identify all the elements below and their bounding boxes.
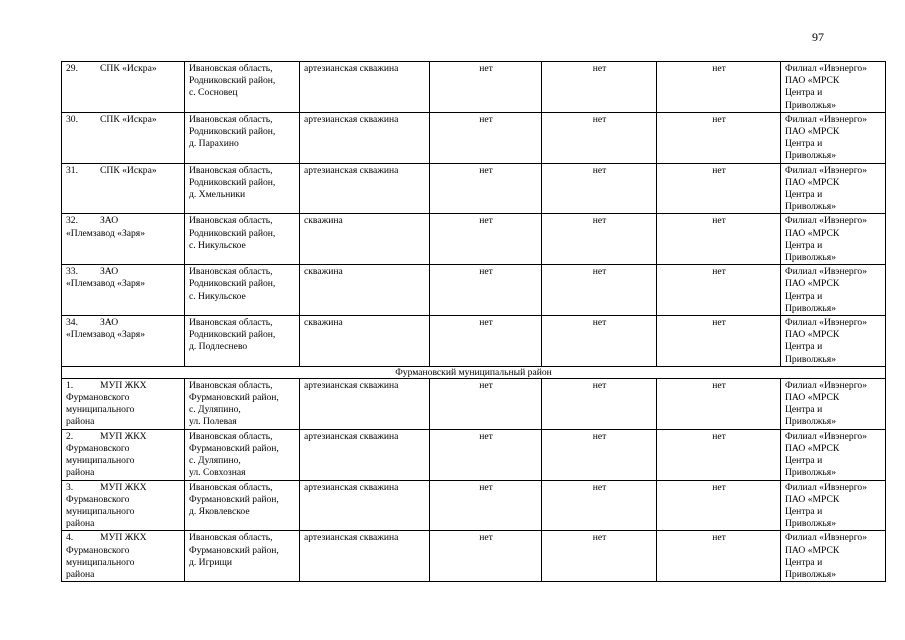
- organization-line: [66, 482, 181, 494]
- supplier-line: Приволжья»: [785, 150, 836, 162]
- address-line: ул. Совхозная: [189, 467, 246, 479]
- supplier-cell: [781, 214, 886, 265]
- organization-line: [66, 317, 181, 329]
- organization-cell: [62, 62, 185, 113]
- organization-cell: [62, 316, 185, 367]
- value-cell-2: нет: [542, 112, 657, 163]
- organization-line: района: [66, 467, 95, 479]
- organization-line: [66, 266, 181, 278]
- organization-name: СПК «Искра»: [100, 63, 157, 74]
- value-cell-2: нет: [542, 265, 657, 316]
- supplier-line: ПАО «МРСК: [785, 392, 840, 404]
- address-line: ул. Полевая: [189, 416, 237, 428]
- value-cell-2: нет: [542, 62, 657, 113]
- organization-cell: [62, 480, 185, 531]
- supplier-line: ПАО «МРСК: [785, 75, 840, 87]
- value-cell-2: нет: [542, 429, 657, 480]
- table-row: [62, 163, 886, 214]
- organization-line: [66, 114, 181, 126]
- organization-line: района: [66, 518, 95, 530]
- supplier-line: Центра и: [785, 189, 823, 201]
- organization-line: «Племзавод «Заря»: [66, 278, 146, 290]
- supplier-cell: [781, 112, 886, 163]
- address-line: д. Подлеснево: [189, 341, 248, 353]
- supplier-line: Филиал «Ивэнерго»: [785, 215, 868, 227]
- address-line: Фурмановский район,: [189, 442, 279, 454]
- address-line: Родниковский район,: [189, 227, 276, 239]
- organization-line: [66, 63, 181, 75]
- supplier-cell: [781, 316, 886, 367]
- organization-line: муниципального: [66, 455, 135, 467]
- organization-cell: [62, 112, 185, 163]
- organization-line: [66, 215, 181, 227]
- organization-line: муниципального: [66, 505, 135, 517]
- supplier-cell: [781, 480, 886, 531]
- table-row: [62, 378, 886, 429]
- address-cell: [185, 429, 300, 480]
- value-cell-2: нет: [542, 163, 657, 214]
- table-row: [62, 480, 886, 531]
- supplier-line: ПАО «МРСК: [785, 126, 840, 138]
- address-line: с. Никульское: [189, 290, 246, 302]
- address-line: Ивановская область,: [189, 481, 273, 493]
- table-row: [62, 316, 886, 367]
- supplier-line: Центра и: [785, 87, 823, 99]
- value-cell-1: нет: [430, 163, 542, 214]
- address-line: д. Парахино: [189, 138, 239, 150]
- supplier-line: Центра и: [785, 341, 823, 353]
- address-line: д. Яковлевское: [189, 505, 250, 517]
- row-number: 31.: [66, 164, 78, 176]
- value-cell-2: нет: [542, 480, 657, 531]
- value-cell-3: нет: [657, 429, 781, 480]
- row-number: 33.: [66, 266, 78, 278]
- address-line: Ивановская область,: [189, 379, 273, 391]
- row-number: 34.: [66, 317, 78, 329]
- address-line: Фурмановский район,: [189, 392, 279, 404]
- section-title: Фурмановский муниципальный район: [62, 366, 886, 378]
- supplier-cell: [781, 429, 886, 480]
- value-cell-1: нет: [430, 265, 542, 316]
- row-number: 2.: [66, 430, 74, 442]
- row-number: 1.: [66, 379, 74, 391]
- supplier-line: Филиал «Ивэнерго»: [785, 379, 868, 391]
- row-number: 3.: [66, 481, 74, 493]
- value-cell-2: нет: [542, 316, 657, 367]
- source-type-cell: артезианская скважина: [300, 163, 430, 214]
- value-cell-3: нет: [657, 316, 781, 367]
- address-cell: [185, 112, 300, 163]
- address-line: Ивановская область,: [189, 63, 273, 74]
- organization-name: ЗАО: [100, 266, 119, 278]
- value-cell-2: нет: [542, 531, 657, 582]
- supplier-line: ПАО «МРСК: [785, 227, 840, 239]
- table-row: [62, 214, 886, 265]
- address-line: Фурмановский район,: [189, 493, 279, 505]
- value-cell-3: нет: [657, 163, 781, 214]
- value-cell-1: нет: [430, 316, 542, 367]
- value-cell-1: нет: [430, 531, 542, 582]
- organization-cell: [62, 163, 185, 214]
- row-number: 4.: [66, 532, 74, 544]
- supplier-cell: [781, 531, 886, 582]
- supplier-line: Филиал «Ивэнерго»: [785, 164, 868, 176]
- address-cell: [185, 378, 300, 429]
- source-type-cell: артезианская скважина: [300, 112, 430, 163]
- address-line: Ивановская область,: [189, 532, 273, 544]
- organization-name: ЗАО: [100, 215, 119, 227]
- organization-line: [66, 165, 181, 177]
- supplier-line: Приволжья»: [785, 99, 836, 111]
- organization-line: Фурмановского: [66, 392, 130, 404]
- value-cell-1: нет: [430, 62, 542, 113]
- organization-line: «Племзавод «Заря»: [66, 227, 146, 239]
- supplier-cell: [781, 378, 886, 429]
- supplier-line: ПАО «МРСК: [785, 544, 840, 556]
- source-type-cell: артезианская скважина: [300, 429, 430, 480]
- source-type-cell: скважина: [300, 214, 430, 265]
- supplier-line: ПАО «МРСК: [785, 442, 840, 454]
- supplier-line: Центра и: [785, 138, 823, 150]
- value-cell-3: нет: [657, 112, 781, 163]
- source-type-cell: скважина: [300, 316, 430, 367]
- address-line: с. Дуляпино,: [189, 455, 241, 467]
- organization-line: [66, 380, 181, 392]
- source-type-cell: артезианская скважина: [300, 378, 430, 429]
- supplier-cell: [781, 163, 886, 214]
- organization-line: района: [66, 416, 95, 428]
- value-cell-1: нет: [430, 214, 542, 265]
- organization-cell: [62, 378, 185, 429]
- address-line: с. Никульское: [189, 239, 246, 251]
- address-line: Ивановская область,: [189, 164, 273, 176]
- supplier-line: Приволжья»: [785, 568, 836, 580]
- supplier-line: Приволжья»: [785, 518, 836, 530]
- row-number: 32.: [66, 215, 78, 227]
- organization-name: ЗАО: [100, 317, 119, 329]
- supplier-line: Центра и: [785, 505, 823, 517]
- organization-line: «Племзавод «Заря»: [66, 329, 146, 341]
- value-cell-1: нет: [430, 429, 542, 480]
- organization-cell: [62, 429, 185, 480]
- supplier-line: Центра и: [785, 556, 823, 568]
- organization-name: МУП ЖКХ: [100, 532, 147, 544]
- address-cell: [185, 163, 300, 214]
- table-row: [62, 62, 886, 113]
- address-line: Ивановская область,: [189, 317, 273, 329]
- value-cell-2: нет: [542, 214, 657, 265]
- organization-name: СПК «Искра»: [100, 113, 157, 125]
- address-line: д. Игрищи: [189, 556, 232, 568]
- supplier-line: Приволжья»: [785, 467, 836, 479]
- value-cell-3: нет: [657, 531, 781, 582]
- organization-line: муниципального: [66, 556, 135, 568]
- supplier-line: Филиал «Ивэнерго»: [785, 430, 868, 442]
- address-line: с. Сосновец: [189, 87, 238, 99]
- address-cell: [185, 531, 300, 582]
- organization-name: СПК «Искра»: [100, 164, 157, 176]
- address-line: с. Дуляпино,: [189, 404, 241, 416]
- supplier-line: Филиал «Ивэнерго»: [785, 63, 868, 74]
- address-line: Родниковский район,: [189, 126, 276, 138]
- value-cell-1: нет: [430, 378, 542, 429]
- address-line: Ивановская область,: [189, 215, 273, 227]
- table-row: [62, 112, 886, 163]
- supplier-line: Приволжья»: [785, 416, 836, 428]
- supplier-line: Центра и: [785, 239, 823, 251]
- supplier-line: Приволжья»: [785, 302, 836, 314]
- page-number: 97: [812, 30, 824, 44]
- source-type-cell: артезианская скважина: [300, 62, 430, 113]
- organization-line: района: [66, 568, 95, 580]
- supplier-line: Центра и: [785, 455, 823, 467]
- address-cell: [185, 62, 300, 113]
- table-row: [62, 531, 886, 582]
- supplier-line: Приволжья»: [785, 252, 836, 264]
- supplier-cell: [781, 265, 886, 316]
- section-row: [62, 366, 886, 378]
- organization-cell: [62, 531, 185, 582]
- address-line: д. Хмельники: [189, 189, 246, 201]
- address-line: Родниковский район,: [189, 75, 276, 87]
- value-cell-3: нет: [657, 62, 781, 113]
- value-cell-3: нет: [657, 480, 781, 531]
- row-number: 30.: [66, 113, 78, 125]
- supplier-line: Филиал «Ивэнерго»: [785, 317, 868, 329]
- organization-line: Фурмановского: [66, 442, 130, 454]
- organization-cell: [62, 214, 185, 265]
- table-row: [62, 429, 886, 480]
- supplier-line: ПАО «МРСК: [785, 493, 840, 505]
- table-row: [62, 265, 886, 316]
- source-type-cell: скважина: [300, 265, 430, 316]
- address-cell: [185, 480, 300, 531]
- value-cell-2: нет: [542, 378, 657, 429]
- address-line: Ивановская область,: [189, 266, 273, 278]
- address-line: Родниковский район,: [189, 278, 276, 290]
- value-cell-3: нет: [657, 214, 781, 265]
- supplier-line: Филиал «Ивэнерго»: [785, 266, 868, 278]
- supplier-line: Приволжья»: [785, 353, 836, 365]
- organization-name: МУП ЖКХ: [100, 379, 147, 391]
- organization-line: [66, 431, 181, 443]
- address-cell: [185, 214, 300, 265]
- organization-line: [66, 532, 181, 544]
- address-cell: [185, 316, 300, 367]
- value-cell-1: нет: [430, 480, 542, 531]
- row-number: 29.: [66, 63, 78, 74]
- supplier-line: Приволжья»: [785, 201, 836, 213]
- organization-name: МУП ЖКХ: [100, 481, 147, 493]
- supplier-line: ПАО «МРСК: [785, 329, 840, 341]
- supplier-line: Центра и: [785, 404, 823, 416]
- value-cell-3: нет: [657, 265, 781, 316]
- address-line: Ивановская область,: [189, 430, 273, 442]
- address-line: Фурмановский район,: [189, 544, 279, 556]
- source-type-cell: артезианская скважина: [300, 480, 430, 531]
- supplier-cell: [781, 62, 886, 113]
- organization-line: муниципального: [66, 404, 135, 416]
- supplier-line: Филиал «Ивэнерго»: [785, 532, 868, 544]
- water-sources-table: [61, 61, 886, 582]
- address-cell: [185, 265, 300, 316]
- value-cell-1: нет: [430, 112, 542, 163]
- organization-line: Фурмановского: [66, 544, 130, 556]
- supplier-line: Филиал «Ивэнерго»: [785, 113, 868, 125]
- supplier-line: ПАО «МРСК: [785, 176, 840, 188]
- address-line: Родниковский район,: [189, 176, 276, 188]
- address-line: Ивановская область,: [189, 113, 273, 125]
- value-cell-3: нет: [657, 378, 781, 429]
- organization-line: Фурмановского: [66, 493, 130, 505]
- source-type-cell: артезианская скважина: [300, 531, 430, 582]
- supplier-line: Центра и: [785, 290, 823, 302]
- supplier-line: Филиал «Ивэнерго»: [785, 481, 868, 493]
- address-line: Родниковский район,: [189, 329, 276, 341]
- organization-name: МУП ЖКХ: [100, 430, 147, 442]
- organization-cell: [62, 265, 185, 316]
- supplier-line: ПАО «МРСК: [785, 278, 840, 290]
